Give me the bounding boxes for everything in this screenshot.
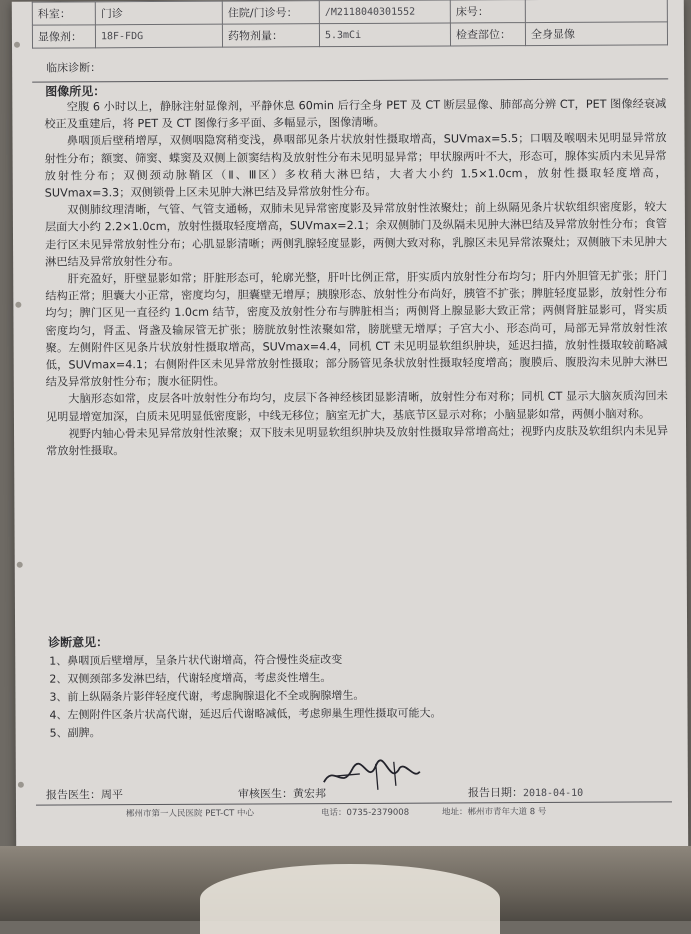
background-fabric xyxy=(0,846,691,921)
report-date xyxy=(468,784,583,801)
findings-paragraph: 大脑形态如常，皮层各叶放射性分布均匀，皮层下各神经核团显影清晰，放射性分布对称；同机 CT 显示大脑灰质沟回未见明显增宽加深，白质未见明显低密度影，中线无移位；脑室无扩大，基底节区显示对称；小脑显影如常，两侧小脑对称。 xyxy=(45,389,668,424)
diagnosis-item: 4、左侧附件区条片状高代谢，延迟后代谢略减低，考虑卵巢生理性摄取可能大。 xyxy=(49,706,442,722)
diagnosis-item: 3、前上纵隔条片影伴轻度代谢，考虑胸腺退化不全或胸腺增生。 xyxy=(49,688,365,704)
findings-paragraph: 双侧肺纹理清晰，气管、气管支通畅，双肺未见异常密度影及异常放射性浓聚灶；前上纵隔见条片状软组织密度影，较大层面大小约 2.2×1.0cm，放射性摄取轻度增高，SUVmax=2.1；余双侧肺门及纵隔未见肿大淋巴结及异常放射性分布；食管走行区未见异常放射性分布；心肌显影清晰；两侧乳腺轻度显影，两侧大致对称，乳腺区未见异常浓聚灶；双侧腋下未见肿大淋巴结及异常放射性分布。 xyxy=(44,200,668,269)
reporter-value: 周平 xyxy=(100,788,123,802)
diagnosis-item: 1、鼻咽顶后壁增厚，呈条片状代谢增高，符合慢性炎症改变 xyxy=(49,653,343,668)
id-value: /M2118040301552 xyxy=(319,0,450,24)
report-paper xyxy=(12,0,688,852)
diagnosis-item: 2、双侧颈部多发淋巴结，代谢轻度增高，考虑炎性增生。 xyxy=(49,671,332,686)
site-label: 检查部位： xyxy=(450,23,525,46)
id-label: 住院/门诊号： xyxy=(222,1,319,25)
findings-title: 图像所见： xyxy=(45,84,106,99)
punch-holes xyxy=(14,2,26,852)
handwritten-signature xyxy=(316,756,426,797)
hospital-address xyxy=(442,805,546,818)
phone-value: 0735-2379008 xyxy=(346,807,410,819)
reviewer xyxy=(238,785,326,801)
dept-label: 科室： xyxy=(32,2,95,25)
header-table xyxy=(32,0,668,49)
reviewer-value: 黄宏邦 xyxy=(292,787,326,801)
dose-value: 5.3mCi xyxy=(319,23,450,47)
bed-value xyxy=(525,0,667,23)
agent-value: 18F-FDG xyxy=(95,24,222,48)
address-label: 地址： xyxy=(442,807,468,818)
knit-sleeve xyxy=(200,864,500,934)
findings-paragraph: 空腹 6 小时以上，静脉注射显像剂，平静休息 60min 后行全身 PET 及 CT 断层显像、肺部高分辨 CT，PET 图像经衰减校正及重建后，将 PET 及 CT 图像行多平面、多幅显示，图像清晰。 xyxy=(44,97,667,131)
findings-paragraph: 鼻咽顶后壁稍增厚，双侧咽隐窝稍变浅，鼻咽部见条片状放射性摄取增高，SUVmax=5.5；口咽及喉咽未见明显异常放射性分布；额窦、筛窦、蝶窦及双侧上颌窦结构及放射性分布未见明显异常；甲状腺两叶不大，形态可，腺体实质内未见异常放射性分布；双侧颈动脉鞘区（Ⅱ、Ⅲ区）多枚稍大淋巴结，大者大小约 1.5×1.0cm，放射性摄取轻度增高，SUVmax=3.3；双侧锁骨上区未见肿大淋巴结及异常放射性分布。 xyxy=(44,131,667,200)
hospital-phone xyxy=(321,806,409,818)
dose-label: 药物剂量： xyxy=(222,24,319,48)
dept-value: 门诊 xyxy=(95,1,222,25)
diagnosis-item: 5、副脾。 xyxy=(49,726,101,740)
clinical-diagnosis-label: 临床诊断： xyxy=(46,61,102,75)
date-value: 2018-04-10 xyxy=(522,787,584,800)
hospital-name: 郴州市第一人民医院 PET-CT 中心 xyxy=(126,808,255,820)
reporter xyxy=(46,786,123,802)
findings-paragraph: 视野内轴心骨未见异常放射性浓聚；双下肢未见明显软组织肿块及放射性摄取异常增高灶；视野内皮肤及软组织内未见异常放射性摄取。 xyxy=(46,424,669,458)
agent-label: 显像剂： xyxy=(32,25,95,48)
reviewer-label: 审核医生： xyxy=(237,787,293,801)
diagnosis-title: 诊断意见： xyxy=(48,635,109,650)
site-value: 全身显像 xyxy=(525,22,667,46)
address-value: 郴州市青年大道 8 号 xyxy=(467,806,547,818)
bed-label: 床号： xyxy=(450,0,525,23)
findings-body xyxy=(44,95,668,460)
reporter-label: 报告医生： xyxy=(45,788,101,802)
phone-label: 电话： xyxy=(321,808,347,819)
findings-paragraph: 肝充盈好，肝壁显影如常；肝脏形态可，轮廓光整，肝叶比例正常，肝实质内放射性分布均匀；肝内外胆管无扩张；肝门结构正常；胆囊大小正常，密度均匀，胆囊壁无增厚；胰腺形态、放射性分布尚好，胰管不扩张；脾脏轻度显影，放射性分布均匀；脾门区见一直径约 1.0cm 结节，密度及放射性分布与脾脏相当；两侧肾上腺显影大致正常；两侧肾脏显影可，肾实质密度均匀，肾盂、肾盏及输尿管无扩张；膀胱放射性浓聚如常，膀胱壁无增厚；子宫大小、形态尚可，局部无异常放射性浓聚。左侧附件区见条片状放射性摄取增高，SUVmax=4.4，同机 CT 未见明显软组织肿块，延迟扫描，放射性摄取较前略减低，SUVmax=4.1；右侧附件区未见异常放射性摄取；部分肠管见条状放射性摄取轻度增高；腹膜后、腹股沟未见肿大淋巴结及异常放射性分布；腹水征阴性。 xyxy=(45,269,668,389)
diagnosis-list xyxy=(49,649,669,742)
divider-top xyxy=(32,78,668,82)
date-label: 报告日期： xyxy=(467,786,523,800)
